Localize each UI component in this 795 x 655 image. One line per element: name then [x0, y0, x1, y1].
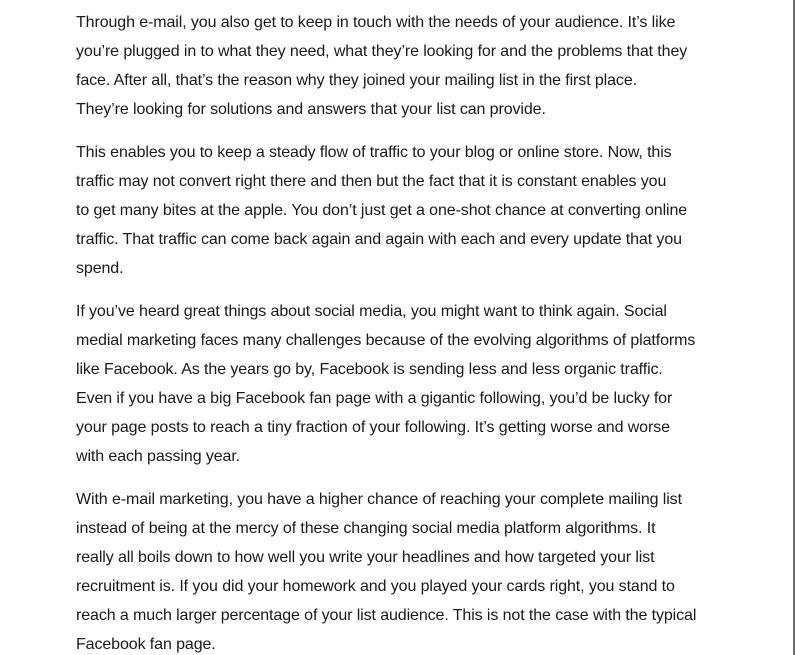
- text-line: instead of being at the mercy of these changing social media platform algorithms. It: [76, 520, 656, 537]
- paragraph-email-audience: [76, 8, 716, 124]
- text-line: with each passing year.: [76, 448, 241, 465]
- text-line: Through e-mail, you also get to keep in touch with the needs of your audience. It’s like: [76, 14, 676, 31]
- text-line: This enables you to keep a steady flow of traffic to your blog or online store. Now, this: [76, 144, 672, 161]
- text-line: your page posts to reach a tiny fraction of your following. It’s getting worse and worse: [76, 419, 670, 436]
- text-line: If you’ve heard great things about social media, you might want to think again. Social: [76, 303, 667, 320]
- text-line: reach a much larger percentage of your list audience. This is not the case with the typical: [76, 607, 697, 624]
- text-line: traffic. That traffic can come back again and again with each and every update that you: [76, 231, 682, 248]
- paragraph-traffic-flow: [76, 138, 716, 283]
- text-line: traffic may not convert right there and then but the fact that it is constant enables you: [76, 173, 667, 190]
- text-line: They’re looking for solutions and answers that your list can provide.: [76, 101, 546, 118]
- text-line: face. After all, that’s the reason why they joined your mailing list in the first place.: [76, 72, 637, 89]
- paragraph-social-media: [76, 297, 716, 471]
- text-line: medial marketing faces many challenges because of the evolving algorithms of platforms: [76, 332, 696, 349]
- text-line: to get many bites at the apple. You don’t just get a one-shot chance at converting online: [76, 202, 688, 219]
- text-line: recruitment is. If you did your homework and you played your cards right, you stand to: [76, 578, 675, 595]
- text-line: With e-mail marketing, you have a higher chance of reaching your complete mailing list: [76, 491, 682, 508]
- paragraph-email-marketing: [76, 485, 716, 655]
- text-line: really all boils down to how well you write your headlines and how targeted your list: [76, 549, 655, 566]
- text-line: Even if you have a big Facebook fan page with a gigantic following, you’d be lucky for: [76, 390, 673, 407]
- document-body: [76, 8, 716, 655]
- text-line: Facebook fan page.: [76, 636, 216, 653]
- text-line: like Facebook. As the years go by, Facebook is sending less and less organic traffic.: [76, 361, 663, 378]
- text-line: you’re plugged in to what they need, what they’re looking for and the problems that they: [76, 43, 688, 60]
- text-line: spend.: [76, 260, 124, 277]
